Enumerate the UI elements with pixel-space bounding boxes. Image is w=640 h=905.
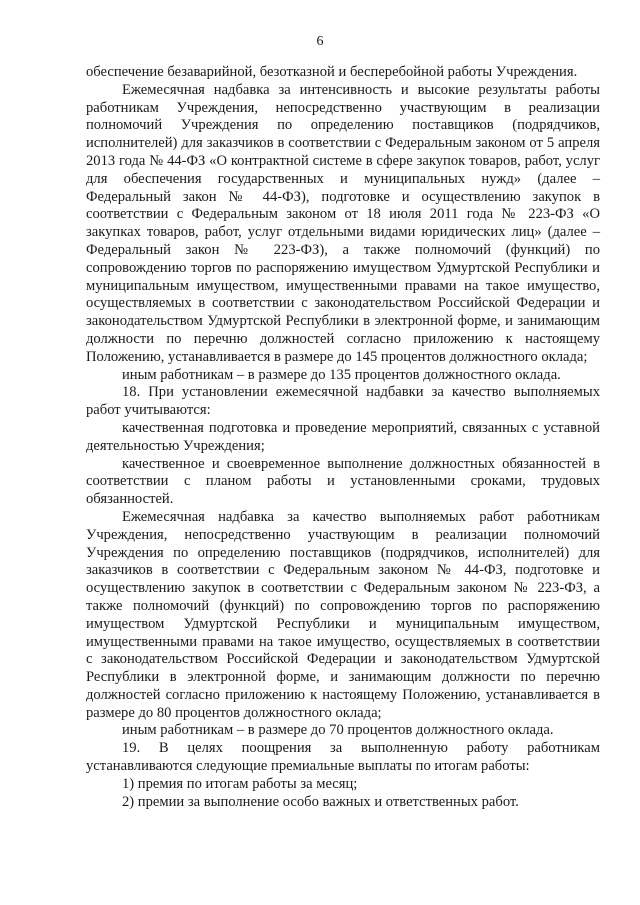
paragraph: Ежемесячная надбавка за качество выполняемых работ работникам Учреждения, непосредственно участвующим в реализации полномочий Учреждения по определению поставщиков (подрядчиков, исполнителей) для заказчиков в соответствии с Федеральным законом № 44-ФЗ, подготовке и осуществлению закупок в соответствии с Федеральным законом № 223-ФЗ, а также полномочий (функций) по сопровождению торгов по распоряжению имуществом Удмуртской Республики и муниципальным имуществом, имущественными правами на такое имущество, осуществляемых в соответствии с законодательством Российской Федерации и законодательством Удмуртской Республики в электронной форме, и занимающим должности по перечню должностей согласно приложению к настоящему Положению, устанавливается в размере до 80 процентов должностного оклада;	[86, 508, 600, 721]
paragraph: иным работникам – в размере до 135 процентов должностного оклада.	[122, 366, 561, 383]
paragraph: 2) премии за выполнение особо важных и ответственных работ.	[122, 793, 519, 810]
paragraph: иным работникам – в размере до 70 процентов должностного оклада.	[122, 722, 554, 739]
document-body	[86, 64, 600, 811]
paragraph: качественная подготовка и проведение мероприятий, связанных с уставной деятельностью Учреждения;	[86, 419, 600, 454]
paragraph: обеспечение безаварийной, безотказной и бесперебойной работы Учреждения.	[86, 64, 578, 80]
paragraph: 19. В целях поощрения за выполненную работу работникам устанавливаются следующие премиальные выплаты по итогам работы:	[86, 740, 600, 775]
paragraph: 1) премия по итогам работы за месяц;	[122, 775, 358, 792]
page-number: 6	[316, 34, 324, 49]
paragraph: Ежемесячная надбавка за интенсивность и высокие результаты работы работникам Учреждения, непосредственно участвующим в реализации полномочий Учреждения по определению поставщиков (подрядчиков, исполнителей) для заказчиков в соответствии с Федеральным законом от 5 апреля 2013 года № 44-ФЗ «О контрактной системе в сфере закупок товаров, работ, услуг для обеспечения государственных и муниципальных нужд» (далее – Федеральный закон № 44-ФЗ), подготовке и осуществлению закупок в соответствии с Федеральным законом от 18 июля 2011 года № 223-ФЗ «О закупках товаров, работ, услуг отдельными видами юридических лиц» (далее – Федеральный закон № 223-ФЗ), а также полномочий (функций) по сопровождению торгов по распоряжению имуществом Удмуртской Республики и муниципальным имуществом, имущественными правами на такое имущество, осуществляемых в соответствии с законодательством Российской Федерации и законодательством Удмуртской Республики в электронной форме, и занимающим должности по перечню должностей согласно приложению к настоящему Положению, устанавливается в размере до 145 процентов должностного оклада;	[86, 81, 600, 365]
paragraph: 18. При установлении ежемесячной надбавки за качество выполняемых работ учитываются:	[86, 384, 600, 419]
paragraph: качественное и своевременное выполнение должностных обязанностей в соответствии с планом работы и установленными сроками, трудовых обязанностей.	[86, 455, 600, 508]
